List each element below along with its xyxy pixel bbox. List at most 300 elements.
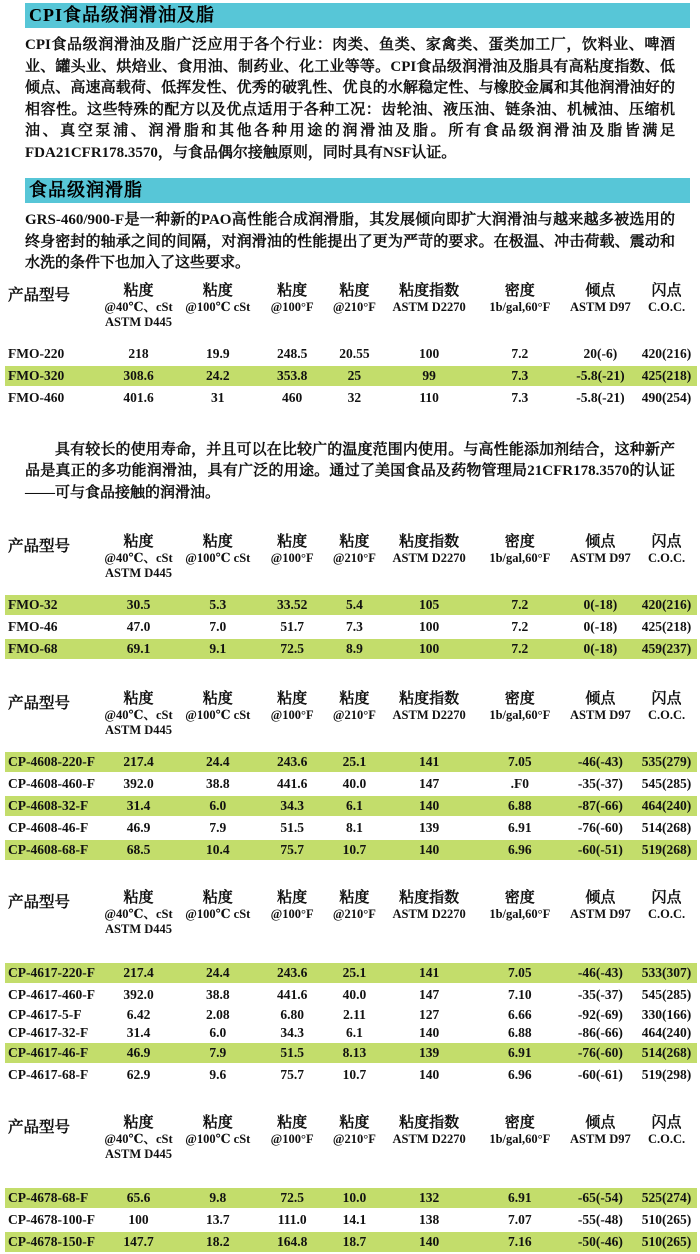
column-header-subtitle: C.O.C. [647, 551, 686, 565]
column-header-title: 密度 [504, 1115, 535, 1131]
spec-value-cell: 7.2 [511, 345, 529, 361]
spec-value-cell: 25.1 [325, 963, 383, 983]
column-header-model: 产品型号 [8, 1119, 71, 1136]
spec-value-cell: .F0 [510, 776, 529, 791]
column-header-title: 粘度 [202, 691, 233, 707]
spec-value-cell: 139 [419, 820, 440, 835]
spec-value-cell: 19.9 [205, 345, 230, 361]
spec-value-cell: 9.6 [209, 1067, 227, 1082]
column-header-subtitle: @210°F [332, 1132, 376, 1146]
column-header [177, 532, 259, 593]
column-header-title: 闪点 [651, 890, 682, 906]
spec-value-cell: 0(-18) [565, 595, 636, 615]
spec-value-cell: 31.4 [126, 1025, 151, 1040]
column-header-subtitle: ASTM D97 [570, 708, 631, 722]
spec-value-cell: 425(218) [641, 619, 692, 634]
spec-value-cell: 140 [383, 796, 474, 816]
spec-value-cell: 510(265) [636, 1232, 697, 1252]
column-header-subtitle: @40℃、cSt [104, 708, 173, 722]
column-header-title: 粘度 [339, 282, 370, 299]
table-row [5, 752, 697, 772]
table-row [5, 963, 697, 983]
column-header-subtitle: @40℃、cSt [104, 551, 173, 565]
spec-value-cell: 164.8 [259, 1232, 325, 1252]
table-row [5, 985, 697, 1005]
product-model-cell: CP-4617-68-F [8, 1067, 89, 1082]
spec-value-cell: 441.6 [276, 776, 308, 791]
spec-value-cell: 10.7 [342, 1067, 367, 1082]
table-row [5, 595, 697, 615]
column-header-subtitle: ASTM D445 [105, 922, 173, 936]
column-header-title: 粘度 [202, 282, 233, 299]
spec-value-cell: 75.7 [259, 840, 325, 860]
table-cp4608 [0, 687, 700, 862]
spec-value-cell: 535(279) [636, 752, 697, 772]
column-header [177, 1113, 259, 1186]
spec-value-cell: 0(-18) [583, 619, 618, 634]
product-model-cell: CP-4608-68-F [5, 840, 100, 860]
column-header-subtitle: ASTM D445 [105, 723, 173, 737]
column-header-title: 闪点 [651, 534, 682, 550]
spec-value-cell: 5.4 [325, 595, 383, 615]
spec-value-cell: 519(268) [636, 840, 697, 860]
column-header [325, 689, 383, 750]
product-model-cell: CP-4617-5-F [8, 1007, 82, 1022]
column-header-subtitle: @210°F [332, 299, 376, 314]
table-row [5, 1188, 697, 1208]
spec-value-cell: 10.0 [325, 1188, 383, 1208]
spec-value-cell: 464(240) [636, 796, 697, 816]
spec-value-cell: 464(240) [641, 1025, 692, 1040]
spec-value-cell: 392.0 [123, 776, 154, 791]
column-header [259, 281, 325, 342]
column-header-title: 粘度指数 [399, 534, 460, 550]
column-header [100, 1113, 176, 1186]
spec-value-cell: 519(298) [641, 1067, 692, 1082]
spec-value-cell: 141 [383, 752, 474, 772]
column-header [100, 281, 176, 342]
column-header-subtitle: @210°F [332, 907, 376, 921]
spec-value-cell: 10.4 [177, 840, 259, 860]
spec-value-cell: 38.8 [205, 987, 230, 1002]
column-header [100, 532, 176, 593]
product-model-cell: CP-4608-32-F [5, 796, 100, 816]
spec-value-cell: 2.08 [205, 1007, 230, 1022]
table-row [5, 1065, 697, 1085]
spec-value-cell: 510(265) [641, 1212, 692, 1227]
spec-value-cell: 13.7 [205, 1212, 230, 1227]
spec-value-cell: -92(-69) [577, 1007, 623, 1022]
spec-value-cell: 147.7 [100, 1232, 176, 1252]
column-header [636, 689, 697, 750]
column-header-subtitle: C.O.C. [647, 907, 686, 921]
spec-value-cell: 514(268) [641, 820, 692, 835]
product-model-cell: FMO-46 [8, 619, 58, 634]
column-header-subtitle: C.O.C. [647, 299, 686, 314]
column-header-title: 粘度 [202, 534, 233, 550]
column-header [259, 1113, 325, 1186]
spec-value-cell: 14.1 [342, 1212, 367, 1227]
table-row [5, 1025, 697, 1041]
product-model-cell: CP-4617-220-F [5, 963, 100, 983]
spec-value-cell: 6.1 [345, 1025, 363, 1040]
spec-value-cell: 140 [383, 840, 474, 860]
spec-value-cell: 72.5 [259, 1188, 325, 1208]
product-model-cell: FMO-220 [8, 345, 65, 361]
table-row [5, 818, 697, 838]
spec-value-cell: 30.5 [100, 595, 176, 615]
table-row [5, 366, 697, 386]
column-header-title: 粘度 [277, 691, 308, 707]
column-header [177, 888, 259, 961]
column-header-subtitle: ASTM D97 [570, 299, 631, 314]
column-header [259, 888, 325, 961]
table-row [5, 796, 697, 816]
column-header-subtitle: ASTM D445 [105, 314, 173, 329]
column-header-subtitle: @100°F [270, 708, 314, 722]
column-header-subtitle: @100℃ cSt [185, 551, 251, 565]
product-model-cell: CP-4617-32-F [8, 1025, 89, 1040]
spec-value-cell: 8.1 [345, 820, 363, 835]
spec-value-cell: 7.2 [475, 595, 565, 615]
table-row [5, 388, 697, 408]
column-header [565, 888, 636, 961]
column-header-title: 密度 [504, 282, 535, 299]
column-header-title: 粘度 [123, 691, 154, 707]
column-header-title: 粘度 [277, 1115, 308, 1131]
service-life-paragraph: 具有较长的使用寿命，并且可以在比较广的温度范围内使用。与高性能添加剂结合，这种新产品是真正的多功能润滑油，具有广泛的用途。通过了美国食品及药物管理局21CFR178.3570的认证——可与食品接触的润滑油。 [25, 441, 675, 501]
column-header-title: 粘度 [339, 1115, 370, 1131]
column-header-subtitle: @100℃ cSt [185, 1132, 251, 1146]
column-header [259, 689, 325, 750]
column-header-title: 倾点 [585, 282, 616, 299]
spec-value-cell: 6.91 [475, 1043, 565, 1063]
spec-value-cell: 420(216) [641, 345, 692, 361]
column-header-title: 粘度指数 [399, 282, 460, 299]
spec-table [5, 687, 697, 862]
spec-value-cell: 6.88 [507, 1025, 532, 1040]
column-header-title: 粘度指数 [399, 890, 460, 906]
table-fmo-light [0, 530, 700, 661]
column-header-title: 倾点 [585, 1115, 616, 1131]
column-header [383, 888, 474, 961]
spec-value-cell: 6.96 [507, 1067, 532, 1082]
spec-value-cell: 308.6 [100, 366, 176, 386]
column-header [475, 888, 565, 961]
spec-table [5, 1111, 697, 1254]
product-model-cell: FMO-320 [5, 366, 100, 386]
spec-value-cell: 6.88 [475, 796, 565, 816]
column-header-subtitle: @100°F [270, 299, 314, 314]
section-title-food-grade-lubricants: CPI食品级润滑油及脂 [25, 3, 690, 28]
spec-value-cell: -65(-54) [565, 1188, 636, 1208]
spec-value-cell: 459(237) [636, 639, 697, 659]
spec-value-cell: 65.6 [100, 1188, 176, 1208]
spec-value-cell: 490(254) [641, 389, 692, 405]
column-header-subtitle: ASTM D445 [105, 566, 173, 580]
column-header-subtitle: ASTM D97 [570, 551, 631, 565]
column-header [475, 1113, 565, 1186]
spec-value-cell: 392.0 [123, 987, 154, 1002]
spec-value-cell: 46.9 [100, 1043, 176, 1063]
spec-value-cell: 34.3 [280, 1025, 304, 1040]
spec-value-cell: 138 [419, 1212, 440, 1227]
column-header-title: 闪点 [651, 282, 682, 299]
column-header [565, 689, 636, 750]
table-row [5, 344, 697, 364]
spec-value-cell: 46.9 [126, 820, 151, 835]
spec-value-cell: -35(-37) [577, 776, 623, 791]
table-cp4617 [0, 886, 700, 1087]
column-header-subtitle: @40℃、cSt [104, 299, 173, 314]
column-header-subtitle: @210°F [332, 551, 376, 565]
spec-value-cell: 7.3 [475, 366, 565, 386]
column-header [177, 281, 259, 342]
spec-value-cell: 111.0 [277, 1212, 307, 1227]
spec-value-cell: 401.6 [123, 389, 154, 405]
spec-value-cell: 8.13 [325, 1043, 383, 1063]
spec-value-cell: 7.2 [475, 639, 565, 659]
column-header-title: 粘度 [123, 890, 154, 906]
spec-value-cell: 140 [419, 1067, 440, 1082]
column-header [325, 1113, 383, 1186]
spec-value-cell: 5.3 [177, 595, 259, 615]
spec-value-cell: 100 [383, 639, 474, 659]
column-header-title: 粘度指数 [399, 1115, 460, 1131]
column-header [475, 281, 565, 342]
product-model-cell: CP-4678-150-F [5, 1232, 100, 1252]
table-fmo-heavy [0, 279, 700, 410]
spec-value-cell: 7.3 [345, 619, 363, 634]
spec-value-cell: 68.5 [100, 840, 176, 860]
column-header-title: 倾点 [585, 534, 616, 550]
column-header [636, 888, 697, 961]
spec-value-cell: 132 [383, 1188, 474, 1208]
spec-value-cell: 9.8 [177, 1188, 259, 1208]
table-row [5, 840, 697, 860]
table-header-row [5, 532, 697, 593]
product-model-cell: CP-4608-460-F [8, 776, 95, 791]
column-header-subtitle: ASTM D2270 [392, 907, 466, 921]
column-header-title: 粘度 [202, 890, 233, 906]
column-header-subtitle: C.O.C. [647, 708, 686, 722]
column-header [383, 532, 474, 593]
spec-value-cell: 40.0 [342, 987, 367, 1002]
spec-value-cell: 20.55 [339, 345, 370, 361]
spec-value-cell: 243.6 [259, 752, 325, 772]
column-header [475, 689, 565, 750]
spec-value-cell: 51.5 [259, 1043, 325, 1063]
product-model-cell: FMO-460 [8, 389, 65, 405]
spec-value-cell: 47.0 [126, 619, 151, 634]
spec-value-cell: 7.05 [475, 752, 565, 772]
spec-value-cell: -35(-37) [577, 987, 623, 1002]
spec-value-cell: 6.96 [475, 840, 565, 860]
column-header-title: 粘度指数 [399, 691, 460, 707]
column-header-title: 倾点 [585, 691, 616, 707]
spec-value-cell: 6.91 [507, 820, 532, 835]
spec-value-cell: 7.05 [475, 963, 565, 983]
column-header [636, 532, 697, 593]
spec-value-cell: 7.9 [209, 820, 227, 835]
spec-value-cell: 51.5 [280, 820, 304, 835]
column-header-subtitle: 1b/gal,60°F [489, 907, 551, 921]
spec-value-cell: 40.0 [342, 776, 367, 791]
column-header-title: 闪点 [651, 691, 682, 707]
spec-value-cell: 24.4 [177, 752, 259, 772]
spec-value-cell: 6.0 [209, 1025, 227, 1040]
column-header-subtitle: 1b/gal,60°F [489, 708, 551, 722]
spec-value-cell: 7.2 [511, 619, 529, 634]
spec-value-cell: 217.4 [100, 963, 176, 983]
spec-value-cell: -76(-60) [565, 1043, 636, 1063]
table-row [5, 774, 697, 794]
column-header-subtitle: ASTM D97 [570, 907, 631, 921]
column-header [475, 532, 565, 593]
spec-value-cell: -46(-43) [565, 963, 636, 983]
spec-value-cell: 20(-6) [583, 345, 618, 361]
column-header-title: 密度 [504, 691, 535, 707]
spec-value-cell: 105 [383, 595, 474, 615]
column-header-subtitle: @100℃ cSt [185, 708, 251, 722]
spec-value-cell: 441.6 [276, 987, 308, 1002]
column-header-subtitle: @100°F [270, 907, 314, 921]
column-header [636, 1113, 697, 1186]
spec-value-cell: 460 [282, 389, 303, 405]
column-header-subtitle: 1b/gal,60°F [489, 1132, 551, 1146]
spec-value-cell: 72.5 [259, 639, 325, 659]
spec-value-cell: 147 [419, 987, 440, 1002]
column-header [565, 281, 636, 342]
spec-value-cell: 545(285) [641, 776, 692, 791]
column-header-title: 密度 [504, 534, 535, 550]
table-header-row [5, 888, 697, 961]
column-header-model: 产品型号 [8, 894, 71, 911]
column-header [259, 532, 325, 593]
spec-value-cell: 9.1 [177, 639, 259, 659]
spec-value-cell: 525(274) [636, 1188, 697, 1208]
product-model-cell: CP-4608-46-F [8, 820, 89, 835]
column-header-title: 粘度 [339, 890, 370, 906]
spec-value-cell: 514(268) [636, 1043, 697, 1063]
column-header [565, 532, 636, 593]
spec-value-cell: 217.4 [100, 752, 176, 772]
spec-value-cell: 51.7 [280, 619, 304, 634]
spec-value-cell: 6.0 [177, 796, 259, 816]
column-header-title: 粘度 [123, 534, 154, 550]
spec-value-cell: 110 [419, 389, 439, 405]
spec-value-cell: 33.52 [259, 595, 325, 615]
spec-value-cell: 8.9 [325, 639, 383, 659]
spec-value-cell: 353.8 [259, 366, 325, 386]
spec-value-cell: 62.9 [126, 1067, 151, 1082]
column-header-model: 产品型号 [8, 538, 71, 555]
spec-value-cell: 7.07 [507, 1212, 532, 1227]
spec-value-cell: 7.0 [209, 619, 227, 634]
table-header-row [5, 281, 697, 342]
column-header-title: 粘度 [339, 691, 370, 707]
spec-value-cell: 420(216) [636, 595, 697, 615]
column-header [177, 689, 259, 750]
column-header [383, 281, 474, 342]
product-model-cell: CP-4617-460-F [8, 987, 95, 1002]
column-header-title: 粘度 [123, 282, 154, 299]
table-row [5, 1232, 697, 1252]
column-header [100, 888, 176, 961]
column-header-subtitle: ASTM D2270 [392, 551, 466, 565]
product-model-cell: CP-4617-46-F [5, 1043, 100, 1063]
column-header [636, 281, 697, 342]
spec-value-cell: 99 [383, 366, 474, 386]
spec-value-cell: 7.16 [475, 1232, 565, 1252]
column-header-subtitle: @100°F [270, 1132, 314, 1146]
spec-value-cell: 425(218) [636, 366, 697, 386]
column-header [325, 281, 383, 342]
spec-value-cell: 533(307) [636, 963, 697, 983]
spec-value-cell: -86(-66) [577, 1025, 623, 1040]
column-header-subtitle: @40℃、cSt [104, 907, 173, 921]
spec-value-cell: 248.5 [276, 345, 308, 361]
column-header [565, 1113, 636, 1186]
spec-value-cell: 69.1 [100, 639, 176, 659]
column-header-subtitle: 1b/gal,60°F [489, 551, 551, 565]
spec-value-cell: 545(285) [641, 987, 692, 1002]
spec-value-cell: 38.8 [205, 776, 230, 791]
spec-value-cell: 139 [383, 1043, 474, 1063]
product-model-cell: CP-4608-220-F [5, 752, 100, 772]
product-model-cell: FMO-68 [5, 639, 100, 659]
column-header-title: 粘度 [123, 1115, 154, 1131]
table-row [5, 617, 697, 637]
spec-value-cell: 330(166) [641, 1007, 692, 1022]
grease-paragraph: GRS-460/900-F是一种新的PAO高性能合成润滑脂，其发展倾向即扩大润滑油与越来越多被选用的终身密封的轴承之间的间隔，对润滑油的性能提出了更为严苛的要求。在极温、冲击荷载、震动和水洗的条件下也加入了这些要求。 [25, 212, 675, 271]
column-header-subtitle: ASTM D445 [105, 1147, 173, 1161]
column-header-title: 闪点 [651, 1115, 682, 1131]
column-header [383, 689, 474, 750]
spec-value-cell: 75.7 [280, 1067, 304, 1082]
spec-value-cell: 218 [128, 345, 149, 361]
spec-value-cell: -87(-66) [565, 796, 636, 816]
column-header [100, 689, 176, 750]
product-model-cell: CP-4678-100-F [8, 1212, 95, 1227]
column-header-subtitle: @40℃、cSt [104, 1132, 173, 1146]
column-header [383, 1113, 474, 1186]
spec-table [5, 279, 697, 410]
spec-value-cell: 140 [419, 1025, 440, 1040]
spec-value-cell: -50(-46) [565, 1232, 636, 1252]
column-header-title: 粘度 [339, 534, 370, 550]
spec-value-cell: 127 [419, 1007, 440, 1022]
spec-value-cell: 34.3 [259, 796, 325, 816]
spec-value-cell: 100 [419, 619, 440, 634]
spec-value-cell: 24.2 [177, 366, 259, 386]
spec-value-cell: 24.4 [177, 963, 259, 983]
spec-value-cell: 10.7 [325, 840, 383, 860]
spec-value-cell: 147 [419, 776, 440, 791]
column-header-title: 倾点 [585, 890, 616, 906]
spec-value-cell: -60(-61) [577, 1067, 623, 1082]
column-header-subtitle: ASTM D2270 [392, 708, 466, 722]
column-header-title: 粘度 [277, 282, 308, 299]
table-row [5, 639, 697, 659]
spec-value-cell: -5.8(-21) [576, 389, 625, 405]
table-row [5, 1210, 697, 1230]
column-header-subtitle: ASTM D97 [570, 1132, 631, 1146]
spec-table [5, 886, 697, 1087]
column-header-title: 粘度 [202, 1115, 233, 1131]
column-header-title: 粘度 [277, 890, 308, 906]
spec-value-cell: 2.11 [342, 1007, 366, 1022]
